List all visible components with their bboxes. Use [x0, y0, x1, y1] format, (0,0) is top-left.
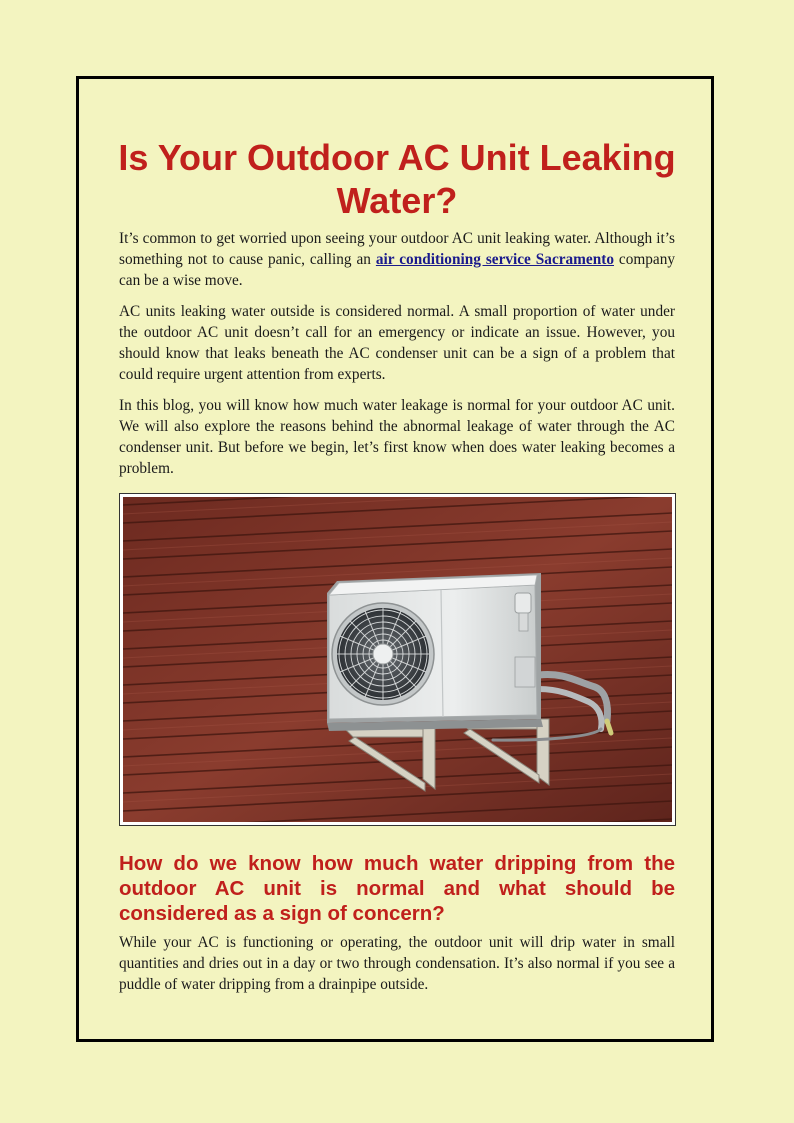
air-conditioning-service-link[interactable]: air conditioning service Sacramento: [375, 251, 614, 268]
paragraph-normal-leaks: AC units leaking water outside is considered normal. A small proportion of water under the outdoor AC unit doesn’t call for an emergency or indicate an issue. However, you should know that leaks beneath the AC condenser unit can be a sign of a problem that could require urgent attention from experts.: [119, 303, 675, 383]
ac-unit-photo-frame: [119, 493, 676, 826]
paragraph-normal-dripping: While your AC is functioning or operating, the outdoor unit will drip water in small quantities and dries out in a day or two through condensation. It’s also normal if you see a puddle of water dripping from a drainpipe outside.: [119, 934, 675, 993]
fan-grille: [332, 603, 434, 705]
article-title: Is Your Outdoor AC Unit Leaking Water?: [118, 137, 676, 221]
paragraph-blog-overview: In this blog, you will know how much water leakage is normal for your outdoor AC unit. We will also explore the reasons behind the abnormal leakage of water through the AC condenser unit. But before we begin, let’s first know when does water leaking becomes a problem.: [119, 397, 675, 477]
intro-text-before-link: It’s common to get worried upon seeing your outdoor AC unit leaking water. Although it’s something not to cause panic, calling an: [119, 230, 675, 268]
intro-paragraph: [119, 228, 675, 291]
section-subheading: How do we know how much water dripping from the outdoor AC unit is normal and what should be considered as a sign of concern?: [119, 852, 675, 925]
ac-unit-photo: [123, 497, 672, 822]
intro-text-after-link: company can be a wise move.: [119, 251, 675, 289]
